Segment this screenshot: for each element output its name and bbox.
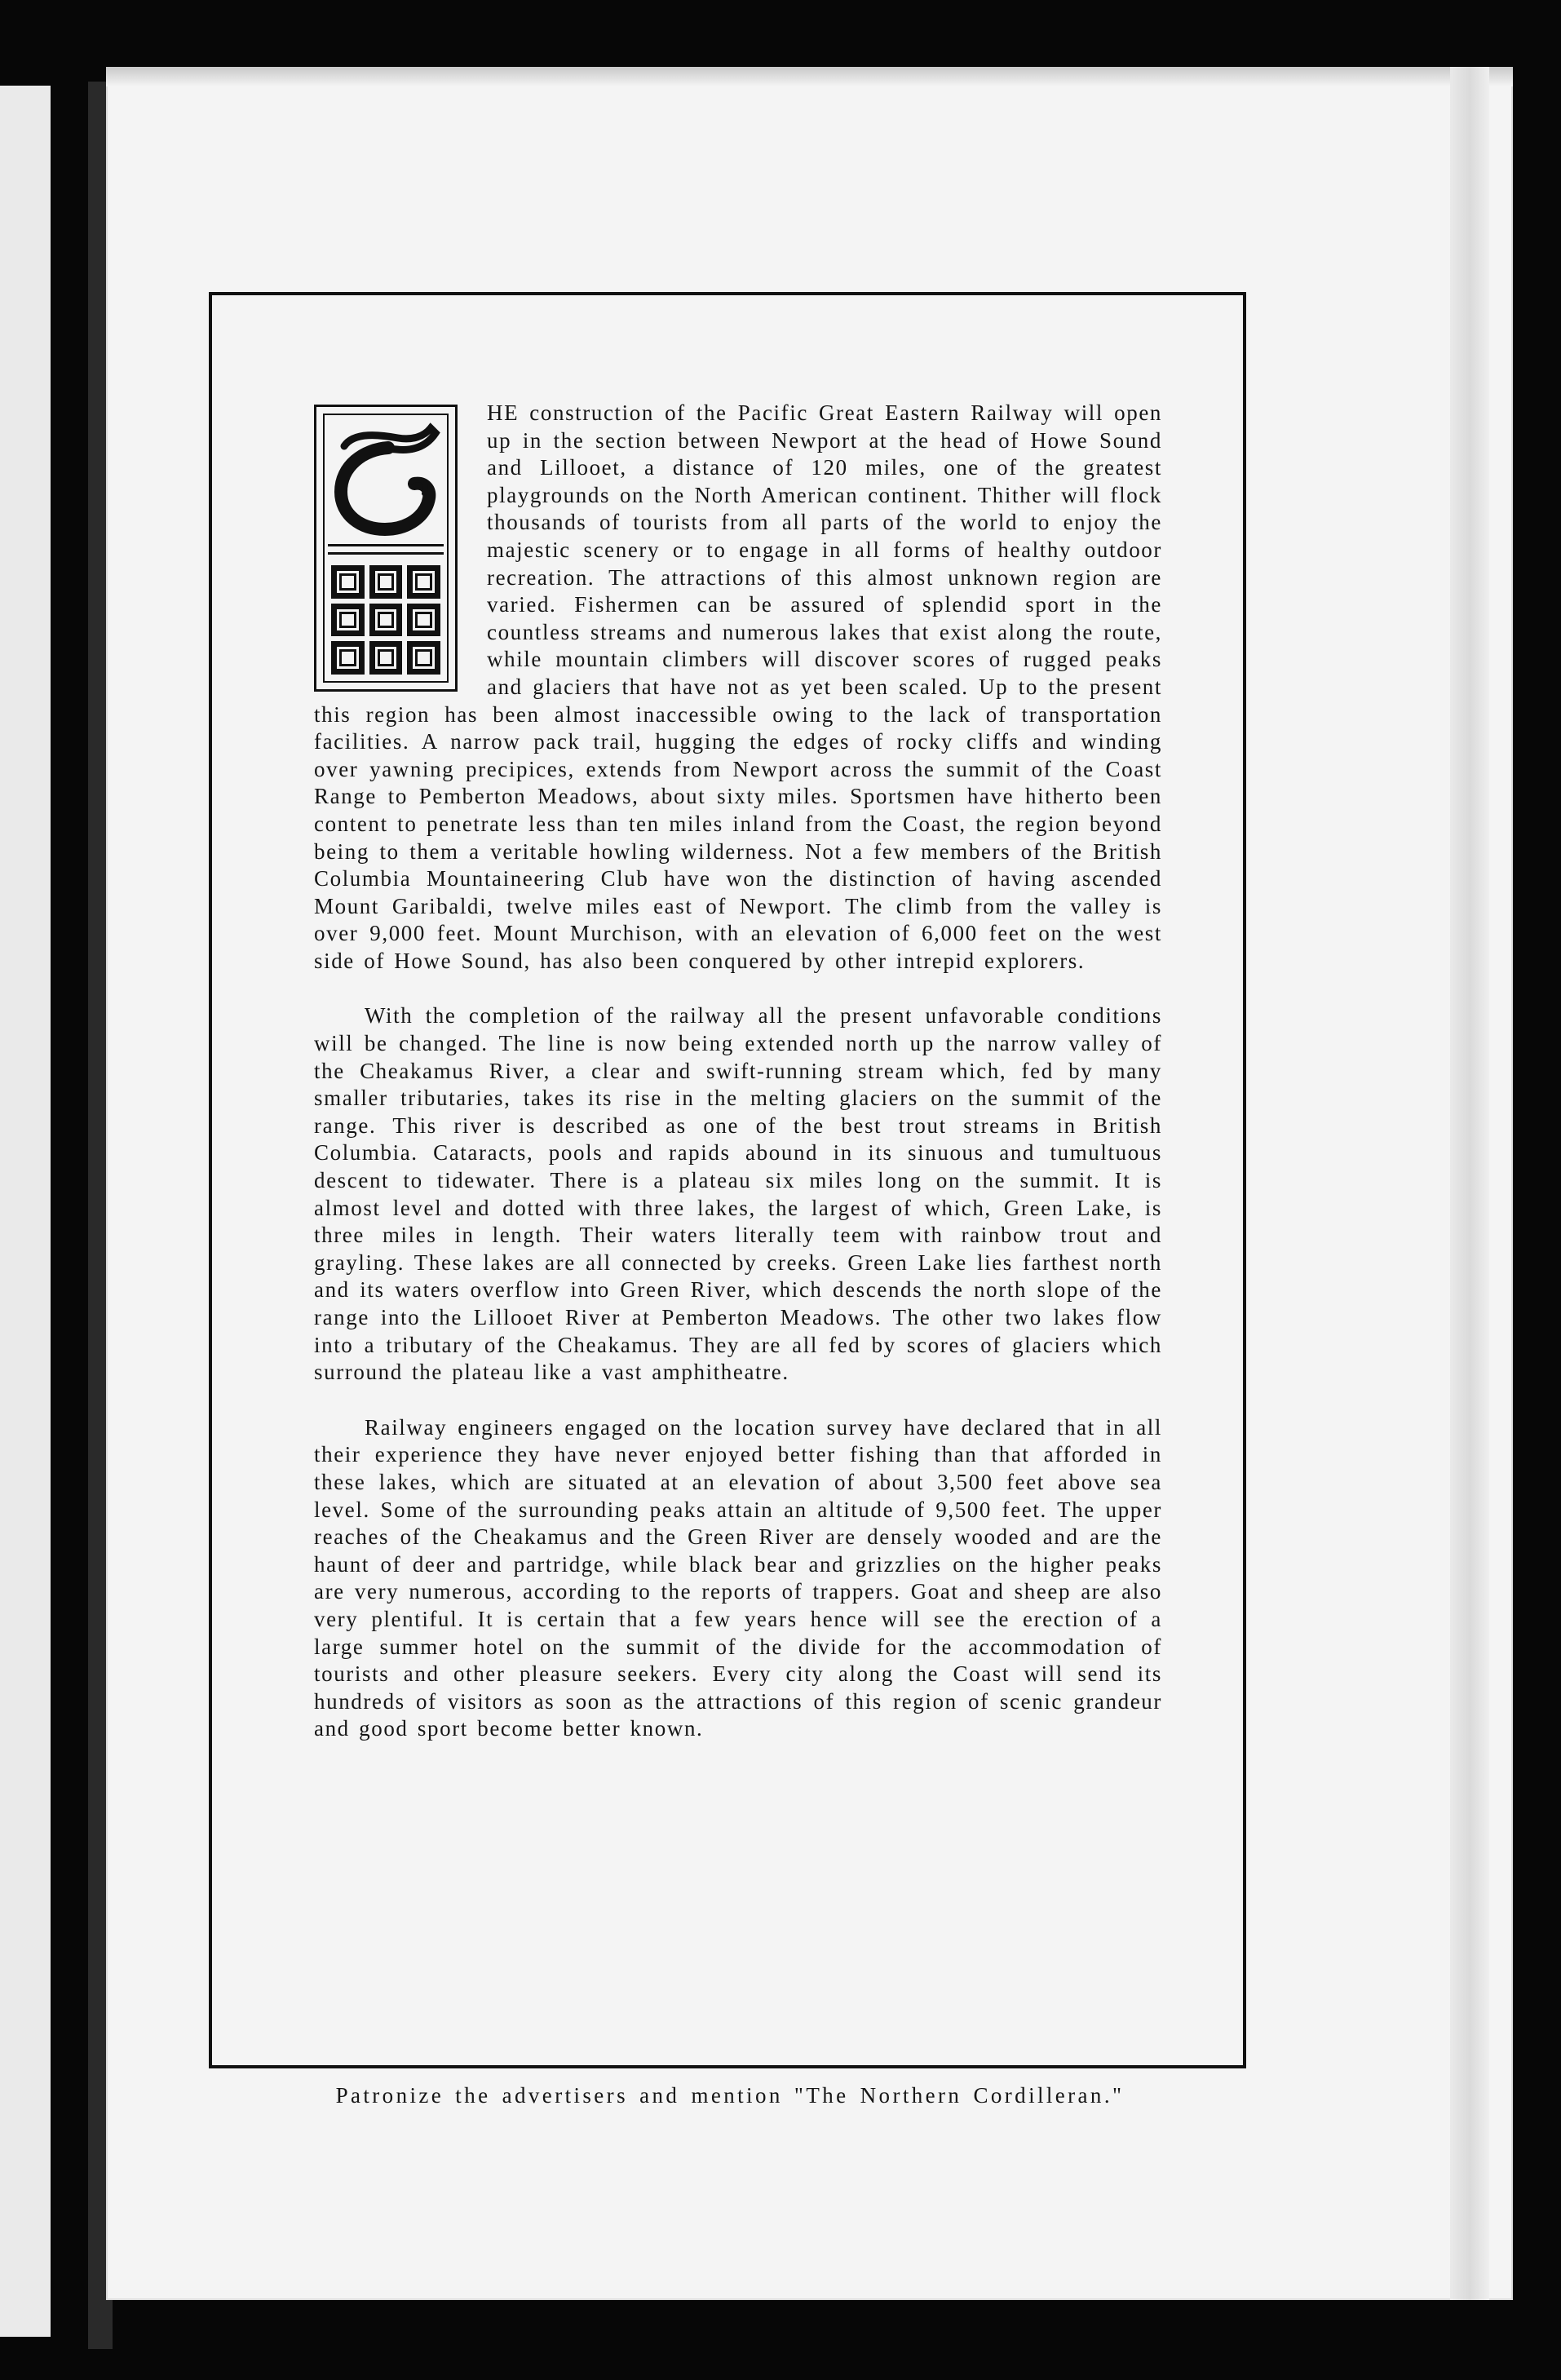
grid-cell: [369, 604, 403, 637]
grid-cell: [407, 604, 440, 637]
square-grid-ornament-icon: [331, 565, 440, 675]
drop-cap-letter: [316, 407, 317, 408]
paragraph-2: With the completion of the railway all the present unfavorable conditions will be changed. The line is now being extended north up the narrow valley of the Cheakamus River, a clear and swift-running stream which, fed by many smaller tributaries, takes its rise in the melting glaciers on the summit of the range. This river is described as one of the best trout streams in British Columbia. Cataracts, pools and rapids abound in its sinuous and tumultuous descent to tidewater. There is a plateau six miles long on the summit. It is almost level and dotted with three lakes, the largest of which, Green Lake, is three miles in length. Their waters literally teem with rainbow trout and grayling. These lakes are all connected by creeks. Green Lake lies farthest north and its waters overflow into Green River, which descends the north slope of the range into the Lillooet River at Pemberton Meadows. The other two lakes flow into a tributary of the Cheakamus. They are all fed by scores of glaciers which surround the plateau like a vast amphitheatre.: [314, 1003, 1162, 1385]
drop-cap-rule-bottom: [328, 552, 444, 555]
grid-cell: [331, 641, 365, 675]
grid-cell: [331, 565, 365, 599]
adjacent-page-edge: [0, 86, 51, 2337]
page-top-shadow: [106, 67, 1513, 86]
grid-cell: [407, 565, 440, 599]
article-body: [314, 400, 1162, 1743]
grid-cell: [407, 641, 440, 675]
grid-cell: [331, 604, 365, 637]
grid-cell: [369, 641, 403, 675]
drop-cap-ornament: [314, 405, 458, 692]
page-footer-notice: Patronize the advertisers and mention "The Northern Cordilleran.": [335, 2083, 1125, 2108]
page-right-edge: [1450, 67, 1489, 2300]
paragraph-1: HE construction of the Pacific Great Eastern Railway will open up in the section between Newport at the head of Howe Sound and Lillooet, a distance of 120 miles, one of the greatest playgrounds on the North American continent. Thither will flock thousands of tourists from all parts of the world to enjoy the majestic scenery or to engage in all forms of healthy outdoor recreation. The attractions of this almost unknown region are varied. Fishermen can be assured of splendid sport in the countless streams and numerous lakes that exist along the route, while mountain climbers will discover scores of rugged peaks and glaciers that have not as yet been scaled. Up to the present this region has been almost inaccessible owing to the lack of transportation facilities. A narrow pack trail, hugging the edges of rocky cliffs and winding over yawning precipices, extends from Newport across the summit of the Coast Range to Pemberton Meadows, about sixty miles. Sportsmen have hitherto been content to penetrate less than ten miles inland from the Coast, the region beyond being to them a veritable howling wilderness. Not a few members of the British Columbia Mountaineering Club have won the distinction of having ascended Mount Garibaldi, twelve miles east of Newport. The climb from the valley is over 9,000 feet. Mount Murchison, with an elevation of 6,000 feet on the west side of Howe Sound, has also been conquered by other intrepid explorers.: [314, 400, 1162, 973]
drop-cap-rule-top: [328, 544, 444, 546]
ornamental-initial-T-icon: [323, 414, 445, 536]
paragraph-3: Railway engineers engaged on the location survey have declared that in all their experience they have never enjoyed better fishing than that afforded in these lakes, which are situated at an elevation of about 3,500 feet above sea level. Some of the surrounding peaks attain an altitude of 9,500 feet. The upper reaches of the Cheakamus and the Green River are densely wooded and are the haunt of deer and partridge, while black bear and grizzlies on the higher peaks are very numerous, according to the reports of trappers. Goat and sheep are also very plentiful. It is certain that a few years hence will see the erection of a large summer hotel on the summit of the divide for the accommodation of tourists and other pleasure seekers. Every city along the Coast will send its hundreds of visitors as soon as the attractions of this region of scenic grandeur and good sport become better known.: [314, 1414, 1162, 1741]
grid-cell: [369, 565, 403, 599]
